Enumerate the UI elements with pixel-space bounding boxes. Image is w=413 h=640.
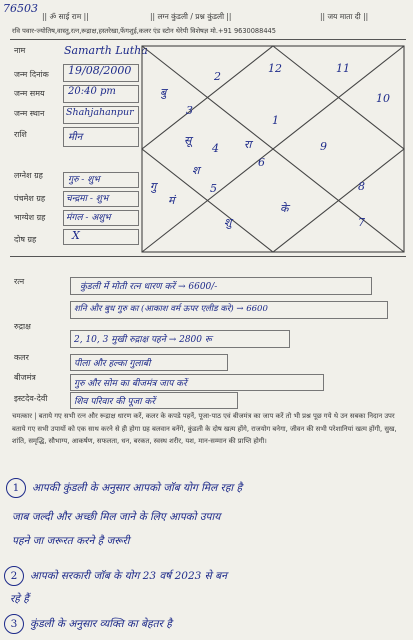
answer-1-line-1	[6, 478, 242, 498]
house-6: 6	[258, 156, 265, 169]
header-left: || ॐ साई राम ||	[42, 12, 89, 21]
bhagyesh-value: मंगल - अशुभ	[66, 213, 111, 223]
house-7: 7	[358, 216, 365, 229]
section-rule	[10, 256, 406, 257]
house-3: 3	[186, 104, 193, 117]
answer-3-text: कुंडली के अनुसार व्यक्ति का बेहतर है	[30, 618, 172, 630]
answer-3-line-1	[4, 614, 172, 634]
answer-2-line-2: रहे हैं	[10, 593, 29, 605]
planet-bu: बु	[160, 86, 167, 99]
corner-note: 76503	[3, 2, 38, 15]
house-1: 1	[272, 114, 279, 127]
answer-1-line-3: पहने जा जरूरत करने है जरूरी	[12, 535, 130, 547]
ishta-value: शिव परिवार की पूजा करें	[74, 397, 155, 407]
panchmesh-label: पंचमेश ग्रह	[14, 194, 46, 203]
answer-1-number: 1	[6, 478, 26, 498]
dosh-label: दोष ग्रह	[14, 235, 37, 244]
tob-label: जन्म समय	[14, 89, 45, 98]
answer-3-number: 3	[4, 614, 24, 634]
tob-value: 20:40 pm	[68, 86, 116, 97]
house-10: 10	[376, 92, 390, 105]
header-rule	[10, 39, 406, 40]
header-center: || लग्न कुंडली / प्रश्न कुंडली ||	[150, 12, 232, 21]
dob-value: 19/08/2000	[68, 64, 132, 77]
house-2: 2	[214, 70, 221, 83]
color-label: कलर	[14, 353, 29, 362]
rashi-value: मीन	[68, 132, 83, 143]
name-value: Samarth Lutha	[64, 44, 148, 57]
dob-label: जन्म दिनांक	[14, 70, 49, 79]
rashi-label: राशि	[14, 130, 27, 139]
house-5: 5	[210, 182, 217, 195]
ishta-label: इस्टदेव-देवी	[14, 394, 48, 403]
beej-label: बीजमंत्र	[14, 373, 36, 382]
rudraksh-value: 2, 10, 3 मुखी रुद्राक्ष पहने → 2800 रू	[74, 335, 212, 345]
answer-2-text: आपको सरकारी जॉब के योग 23 वर्ष 2023 से बन	[30, 570, 227, 582]
header-right: || जय माता दी ||	[320, 12, 369, 21]
answer-2-line-1	[4, 566, 227, 586]
color-value: पीला और हल्का गुलाबी	[74, 359, 151, 369]
panchmesh-value: चन्द्रमा - शुभ	[66, 194, 109, 204]
kundli-chart	[140, 44, 406, 254]
house-8: 8	[358, 180, 365, 193]
name-label: नाम	[14, 46, 26, 55]
beej-value: गुरु और सोम का बीजमंत्र जाप करें	[74, 379, 187, 389]
planet-ra: रा	[244, 138, 252, 151]
rudraksh-label: रुद्राक्ष	[14, 322, 31, 331]
bhagyesh-label: भाग्येश ग्रह	[14, 213, 46, 222]
pob-label: जन्म स्थान	[14, 109, 45, 118]
answer-1-line-2: जाब जल्दी और अच्छी मिल जाने के लिए आपको उपाय	[12, 511, 221, 523]
pob-value: Shahjahanpur	[66, 107, 134, 118]
house-12: 12	[268, 62, 282, 75]
lagnesh-label: लग्नेश ग्रह	[14, 171, 43, 180]
info-paragraph: चमत्कार | बताये गए सभी रत्न और रूद्राक्ष धारण करें, कलर के कपडे पहनें, पूजा-पाठ एवं बीजमंत्र का जाप करें तो भी प्रश्न पूछ गये थे उन सबका निदान उपर बताये गए सभी उपायों को एक साथ करने से ही होगा ग्रह बलवान बनेंगे, कुंडली के दोष खत्म होंगे, राजयोग बनेगा, जीवन की सभी परेशानियां खत्म होंगी, सुख, शांति, समृद्धि, सौभाग्य, आकर्षण, सफलता, धन, बरकत, स्वस्थ शरीर, यश, मान-सम्मान की प्राप्ति होगी।	[12, 412, 397, 445]
lagnesh-value: गुरु - शुभ	[68, 175, 100, 185]
planet-su: सू	[184, 134, 192, 147]
house-4: 4	[212, 142, 219, 155]
answer-2-number: 2	[4, 566, 24, 586]
subheader: रवि पवार-ज्योतिष,वास्तु,रत्न,रूद्राक्ष,हस्तरेखा,फेंगशुई,कलर एंड स्टोन थेरेपी विशेषज्ञ मो.+91 9630088445	[12, 27, 276, 35]
planet-ke: के	[280, 202, 289, 215]
answer-1-text: आपकी कुंडली के अनुसार आपको जॉब योग मिल रहा है	[32, 482, 243, 494]
ratna-line-1: कुंडली में मोती रत्न धारण करें → 6600/-	[80, 282, 218, 292]
house-9: 9	[320, 140, 327, 153]
planet-gu: गु	[150, 180, 157, 193]
ratna-label: रत्न	[14, 277, 25, 286]
ratna-line-2: शनि और बुध गुरु का (आकाश वर्म ऊपर एलीड करे) → 6600	[74, 304, 268, 314]
planet-ma: मं	[168, 194, 175, 207]
planet-shu: शु	[224, 216, 232, 229]
house-11: 11	[336, 62, 350, 75]
planet-sha: श	[192, 164, 200, 177]
dosh-value: X	[72, 229, 80, 242]
